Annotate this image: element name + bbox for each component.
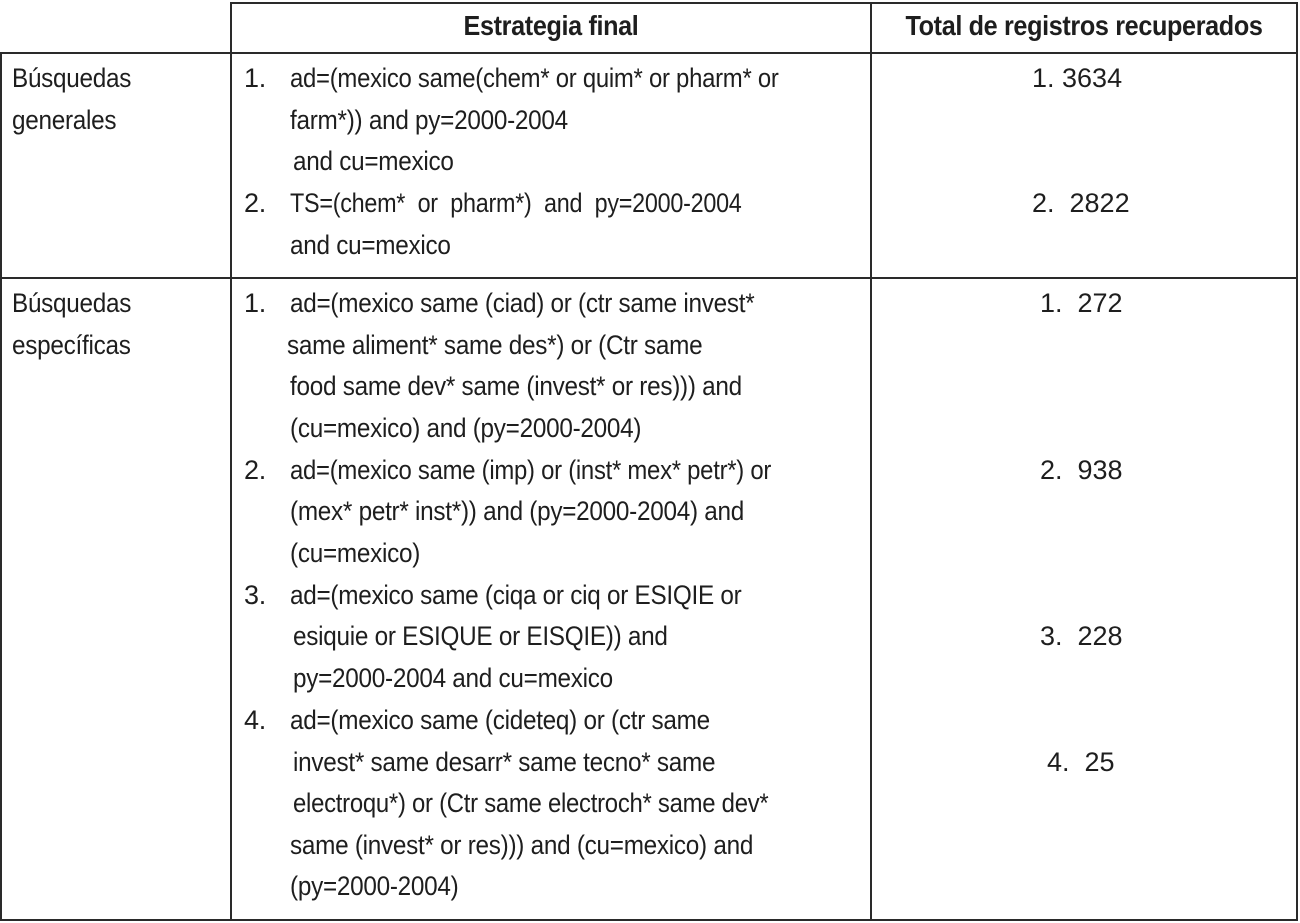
table-border-right xyxy=(1296,2,1298,921)
strategy-line: invest* same desarr* same tecno* same xyxy=(293,747,716,777)
strategy-line: and cu=mexico xyxy=(293,146,454,176)
item-number: 4. xyxy=(244,705,266,735)
strategy-line: same aliment* same des*) or (Ctr same xyxy=(287,330,703,360)
table-border-left xyxy=(0,52,2,921)
strategy-line: py=2000-2004 and cu=mexico xyxy=(293,663,613,693)
strategy-line: food same dev* same (invest* or res))) and xyxy=(290,371,742,401)
result-count: 1. 3634 xyxy=(1032,63,1123,93)
strategy-line: and cu=mexico xyxy=(290,230,451,260)
result-count: 1. 272 xyxy=(1040,288,1123,318)
result-count: 3. 228 xyxy=(1040,621,1123,651)
strategy-line: ad=(mexico same (cideteq) or (ctr same xyxy=(290,705,710,735)
strategy-line: TS=(chem* or pharm*) and py=2000-2004 xyxy=(290,188,742,218)
strategy-line: esiquie or ESIQUE or EISQIE)) and xyxy=(293,621,668,651)
strategy-line: ad=(mexico same (ciad) or (ctr same invest* xyxy=(290,288,755,318)
result-count: 2. 2822 xyxy=(1032,188,1130,218)
strategy-line: same (invest* or res))) and (cu=mexico) and xyxy=(290,830,754,860)
column-divider-1 xyxy=(230,2,232,921)
item-number: 1. xyxy=(244,288,266,318)
strategy-line: farm*)) and py=2000-2004 xyxy=(290,105,568,135)
column-divider-2 xyxy=(870,2,872,921)
strategy-line: ad=(mexico same (ciqa or ciq or ESIQIE or xyxy=(290,580,742,610)
table-border-bottom xyxy=(0,919,1298,921)
item-number: 2. xyxy=(244,188,266,218)
strategy-line: electroqu*) or (Ctr same electroch* same dev* xyxy=(293,788,769,818)
header-strategy: Estrategia final xyxy=(463,10,639,41)
header-divider xyxy=(0,52,1298,54)
strategy-line: ad=(mexico same (imp) or (inst* mex* petr*) or xyxy=(290,455,772,485)
strategy-line: ad=(mexico same(chem* or quim* or pharm* or xyxy=(290,63,779,93)
row-divider xyxy=(0,277,1298,279)
header-total: Total de registros recuperados xyxy=(905,10,1263,41)
item-number: 2. xyxy=(244,455,266,485)
strategy-line: (cu=mexico) and (py=2000-2004) xyxy=(290,413,642,443)
item-number: 1. xyxy=(244,63,266,93)
strategy-line: (mex* petr* inst*)) and (py=2000-2004) and xyxy=(290,496,744,526)
result-count: 4. 25 xyxy=(1047,747,1115,777)
strategy-line: (py=2000-2004) xyxy=(290,871,459,901)
category-label: Búsquedas específicas xyxy=(12,288,132,360)
item-number: 3. xyxy=(244,580,266,610)
result-count: 2. 938 xyxy=(1040,455,1123,485)
strategy-line: (cu=mexico) xyxy=(290,538,421,568)
category-label: Búsquedas generales xyxy=(12,63,132,135)
